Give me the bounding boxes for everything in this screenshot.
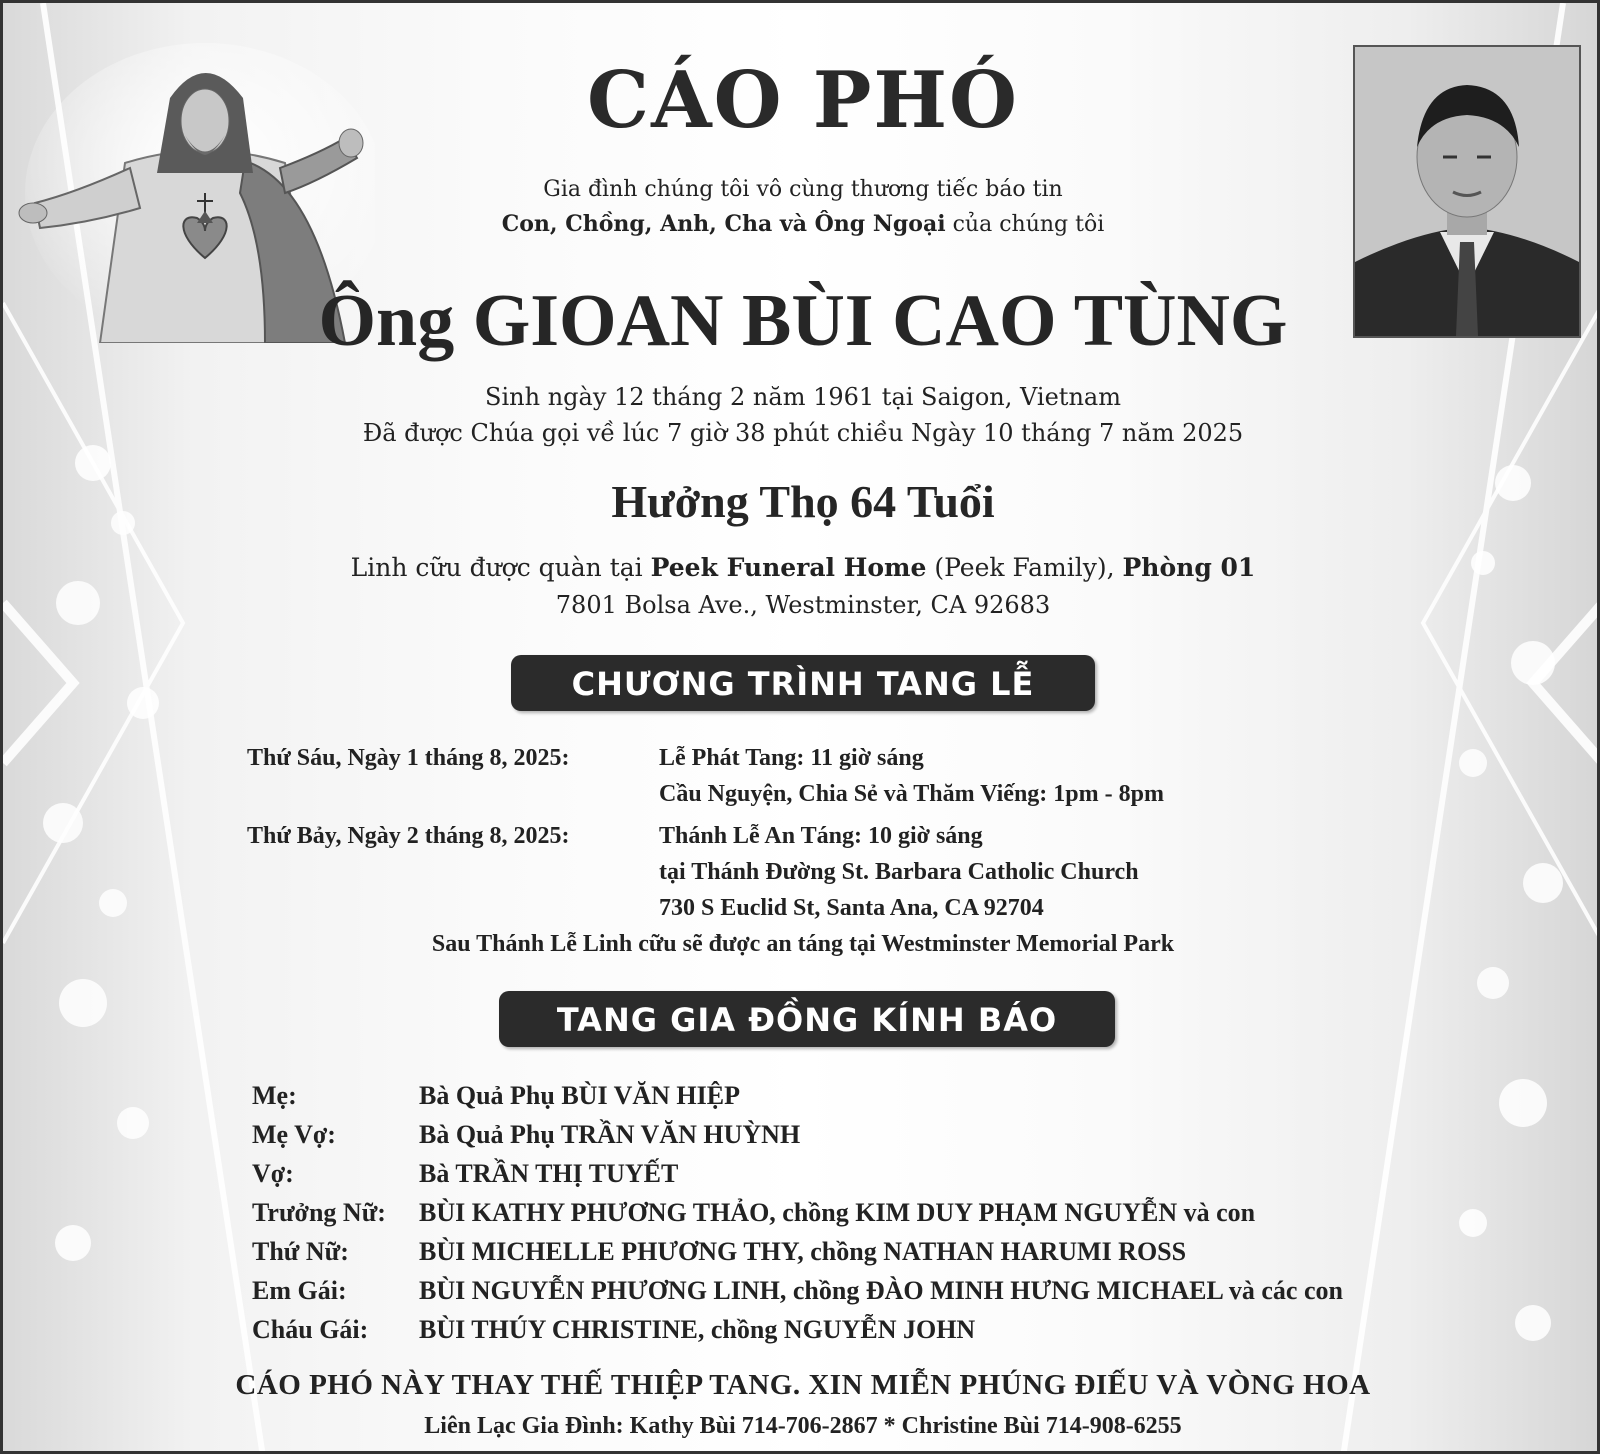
family-relation: Thứ Nữ: (252, 1237, 349, 1266)
family-names: BÙI NGUYỄN PHƯƠNG LINH, chồng ĐÀO MINH HƯNG MICHAEL và các con (419, 1276, 1343, 1305)
schedule-day2-event2: tại Thánh Đường St. Barbara Catholic Church (659, 859, 1139, 885)
deceased-name: Ông GIOAN BÙI CAO TÙNG (318, 280, 1288, 362)
intro-relations-rest: của chúng tôi (945, 212, 1105, 237)
family-relation: Mẹ Vợ: (252, 1120, 336, 1149)
family-relation: Em Gái: (252, 1276, 347, 1305)
family-relation: Trưởng Nữ: (252, 1198, 386, 1227)
family-heading-banner: TANG GIA ĐỒNG KÍNH BÁO (499, 991, 1115, 1047)
family-names: BÙI KATHY PHƯƠNG THẢO, chồng KIM DUY PHẠM NGUYỄN và con (419, 1198, 1256, 1227)
family-names: Bà TRẦN THỊ TUYẾT (419, 1159, 679, 1188)
family-relation: Mẹ: (252, 1081, 297, 1110)
schedule-day1-event2: Cầu Nguyện, Chia Sẻ và Thăm Viếng: 1pm - 8pm (659, 781, 1164, 807)
family-names: Bà Quả Phụ BÙI VĂN HIỆP (419, 1081, 740, 1110)
funeral-home-address: 7801 Bolsa Ave., Westminster, CA 92683 (555, 591, 1051, 619)
birth-info: Sinh ngày 12 tháng 2 năm 1961 tại Saigon, Vietnam (485, 383, 1121, 411)
footer-notice: CÁO PHÓ NÀY THAY THẾ THIỆP TANG. XIN MIỄN PHÚNG ĐIẾU VÀ VÒNG HOA (235, 1369, 1371, 1401)
funeral-home-name: Peek Funeral Home (650, 553, 927, 582)
death-info: Đã được Chúa gọi về lúc 7 giờ 38 phút chiều Ngày 10 tháng 7 năm 2025 (362, 419, 1244, 447)
age-line: Hưởng Thọ 64 Tuổi (611, 476, 995, 527)
schedule-day2-event1: Thánh Lễ An Táng: 10 giờ sáng (659, 823, 983, 849)
schedule-day1-event1: Lễ Phát Tang: 11 giờ sáng (659, 745, 924, 771)
family-names: BÙI MICHELLE PHƯƠNG THY, chồng NATHAN HARUMI ROSS (419, 1237, 1187, 1266)
page-title: CÁO PHÓ (587, 55, 1019, 146)
burial-info: Sau Thánh Lễ Linh cữu sẽ được an táng tại Westminster Memorial Park (431, 931, 1175, 957)
schedule-day1-date: Thứ Sáu, Ngày 1 tháng 8, 2025: (247, 745, 570, 771)
viewing-middle: (Peek Family), (926, 553, 1123, 582)
family-relation: Cháu Gái: (252, 1315, 369, 1344)
intro-line: Gia đình chúng tôi vô cùng thương tiếc báo tin (543, 177, 1063, 202)
schedule-day2-date: Thứ Bảy, Ngày 2 tháng 8, 2025: (247, 823, 570, 849)
program-heading-banner: CHƯƠNG TRÌNH TANG LỄ (511, 655, 1095, 711)
intro-relations-bold: Con, Chồng, Anh, Cha và Ông Ngoại (501, 211, 946, 237)
family-names: Bà Quả Phụ TRẦN VĂN HUỲNH (419, 1120, 801, 1149)
family-names: BÙI THÚY CHRISTINE, chồng NGUYỄN JOHN (419, 1315, 976, 1344)
family-relation: Vợ: (252, 1159, 294, 1188)
schedule-day2-event3: 730 S Euclid St, Santa Ana, CA 92704 (659, 895, 1044, 921)
viewing-prefix: Linh cữu được quàn tại (350, 553, 651, 582)
room-number: Phòng 01 (1122, 553, 1256, 582)
footer-contact: Liên Lạc Gia Đình: Kathy Bùi 714-706-2867 * Christine Bùi 714-908-6255 (424, 1413, 1182, 1439)
